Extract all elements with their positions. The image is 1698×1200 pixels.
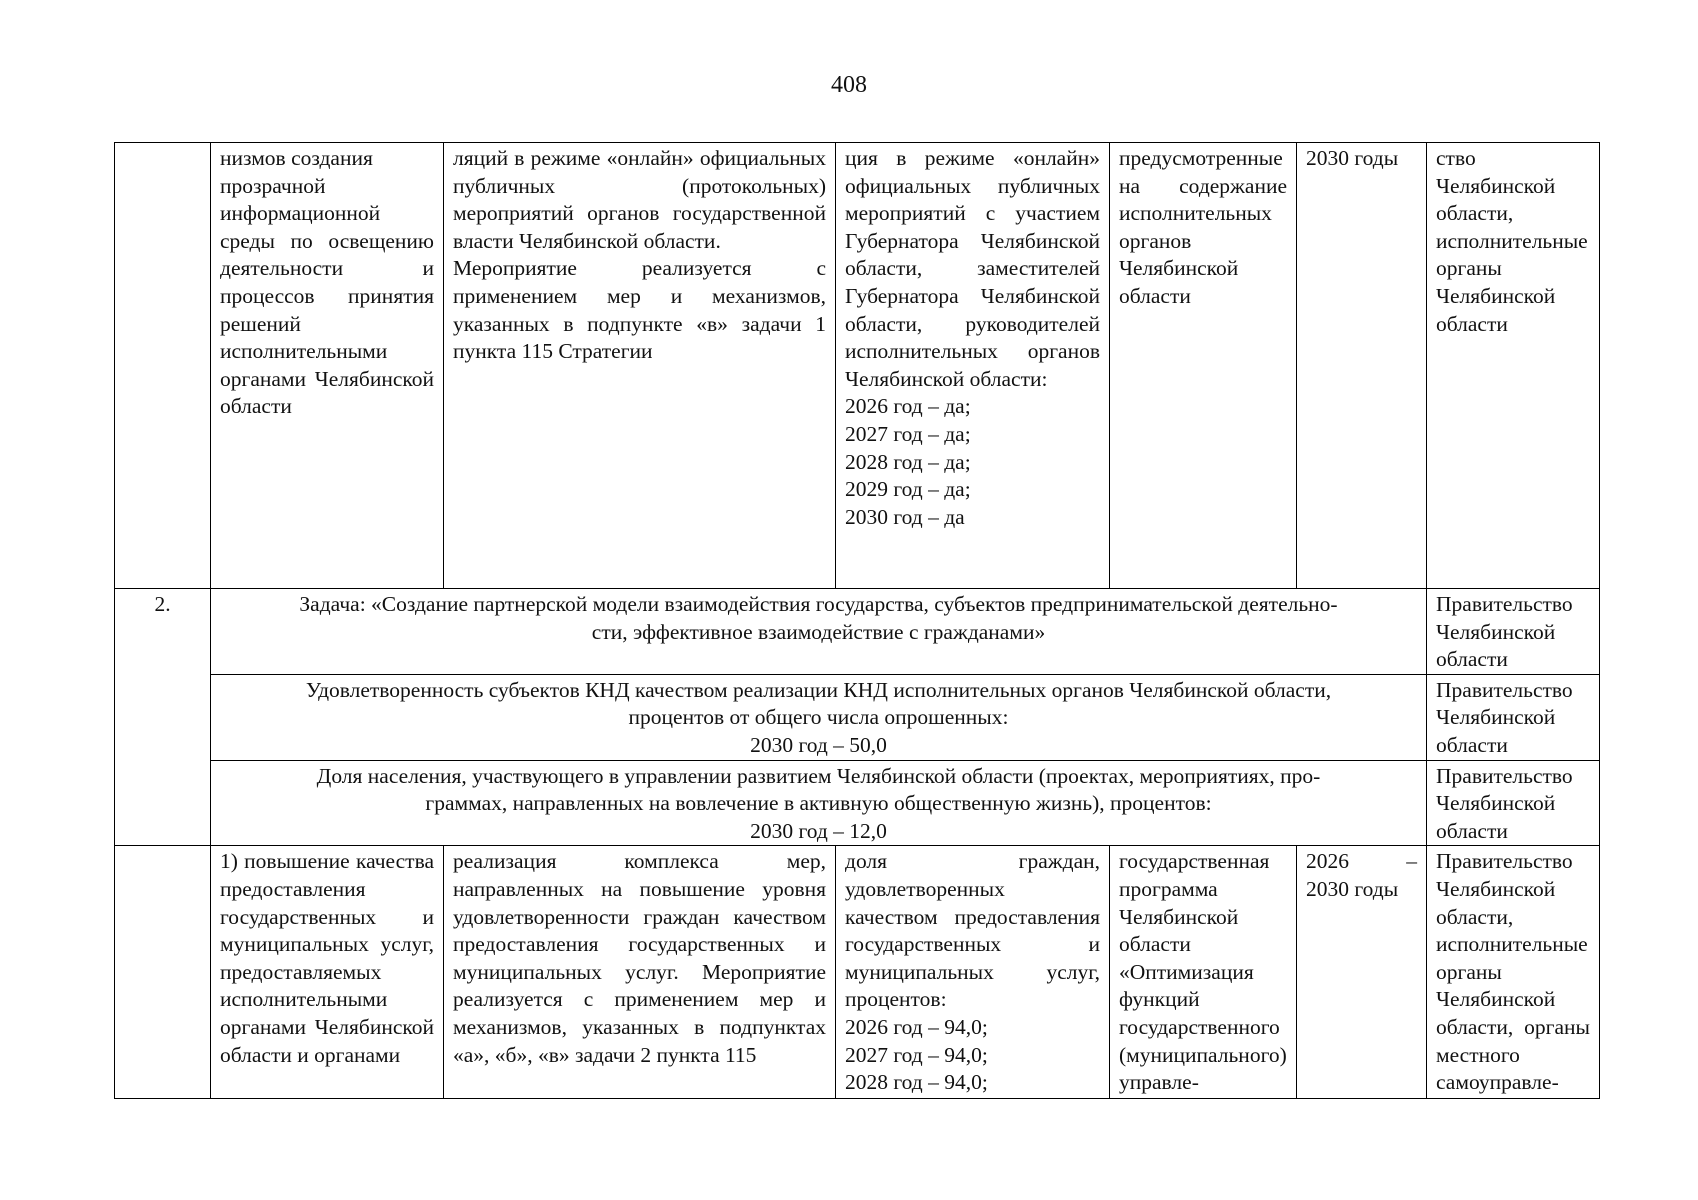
indicator-responsible: Правительство Челябинской области bbox=[1427, 674, 1600, 760]
period-cell: 2026 – 2030 годы bbox=[1297, 846, 1427, 1099]
task-row bbox=[115, 589, 1600, 675]
number-cell bbox=[115, 143, 211, 589]
objective-cell: 1) повышение качества предоставления государственных и муниципальных услуг, предоставляемых исполнительными органами Челябинской области и органами bbox=[211, 846, 444, 1099]
measure-cell: ляций в режиме «онлайн» официальных публичных (протокольных) мероприятий органов государственной власти Челябинской области. Мероприятие реализуется с применением мер и механизмов, указанных в подпункте «в» задачи 1 пункта 115 Стратегии bbox=[444, 143, 836, 589]
indicator-text: Доля населения, участвующего в управлении развитием Челябинской области (проектах, мероприятиях, про- граммах, направленных на вовлечение в активную общественную жизнь), процентов: 2030 год – 12,0 bbox=[211, 760, 1427, 846]
indicator-cell: доля граждан, удовлетворенных качеством предоставления государственных и муниципальных услуг, процентов: 2026 год – 94,0; 2027 год – 94,0; 2028 год – 94,0; bbox=[836, 846, 1110, 1099]
indicator-responsible: Правительство Челябинской области bbox=[1427, 760, 1600, 846]
task-responsible: Правительство Челябинской области bbox=[1427, 589, 1600, 675]
responsible-cell: ство Челябинской области, исполнительные органы Челябинской области bbox=[1427, 143, 1600, 589]
strategy-table bbox=[114, 142, 1600, 1099]
responsible-cell: Правительство Челябинской области, исполнительные органы Челябинской области, органы местного самоуправле- bbox=[1427, 846, 1600, 1099]
indicator-row bbox=[115, 674, 1600, 760]
measure-cell: реализация комплекса мер, направленных на повышение уровня удовлетворенности граждан качеством предоставления государственных и муниципальных услуг. Мероприятие реализуется с применением мер и механизмов, указанных в подпунктах «а», «б», «в» задачи 2 пункта 115 bbox=[444, 846, 836, 1099]
indicator-row bbox=[115, 760, 1600, 846]
indicator-cell: ция в режиме «онлайн» официальных публичных мероприятий с участием Губернатора Челябинской области, заместителей Губернатора Челябинской области, руководителей исполнительных органов Челябинской области: 2026 год – да; 2027 год – да; 2028 год – да; 2029 год – да; 2030 год – да bbox=[836, 143, 1110, 589]
table-row bbox=[115, 143, 1600, 589]
number-cell bbox=[115, 846, 211, 1099]
funding-cell: государственная программа Челябинской области «Оптимизация функций государственного (муниципального) управле- bbox=[1110, 846, 1297, 1099]
indicator-text: Удовлетворенность субъектов КНД качеством реализации КНД исполнительных органов Челябинской области, процентов от общего числа опрошенных: 2030 год – 50,0 bbox=[211, 674, 1427, 760]
table-row bbox=[115, 846, 1600, 1099]
task-number: 2. bbox=[115, 589, 211, 846]
objective-cell: низмов создания прозрачной информационной среды по освещению деятельности и процессов принятия решений исполнительными органами Челябинской области bbox=[211, 143, 444, 589]
task-title: Задача: «Создание партнерской модели взаимодействия государства, субъектов предпринимательской деятельно- сти, эффективное взаимодействие с гражданами» bbox=[211, 589, 1427, 675]
funding-cell: предусмотренные на содержание исполнительных органов Челябинской области bbox=[1110, 143, 1297, 589]
period-cell: 2030 годы bbox=[1297, 143, 1427, 589]
page-number: 408 bbox=[831, 72, 867, 98]
